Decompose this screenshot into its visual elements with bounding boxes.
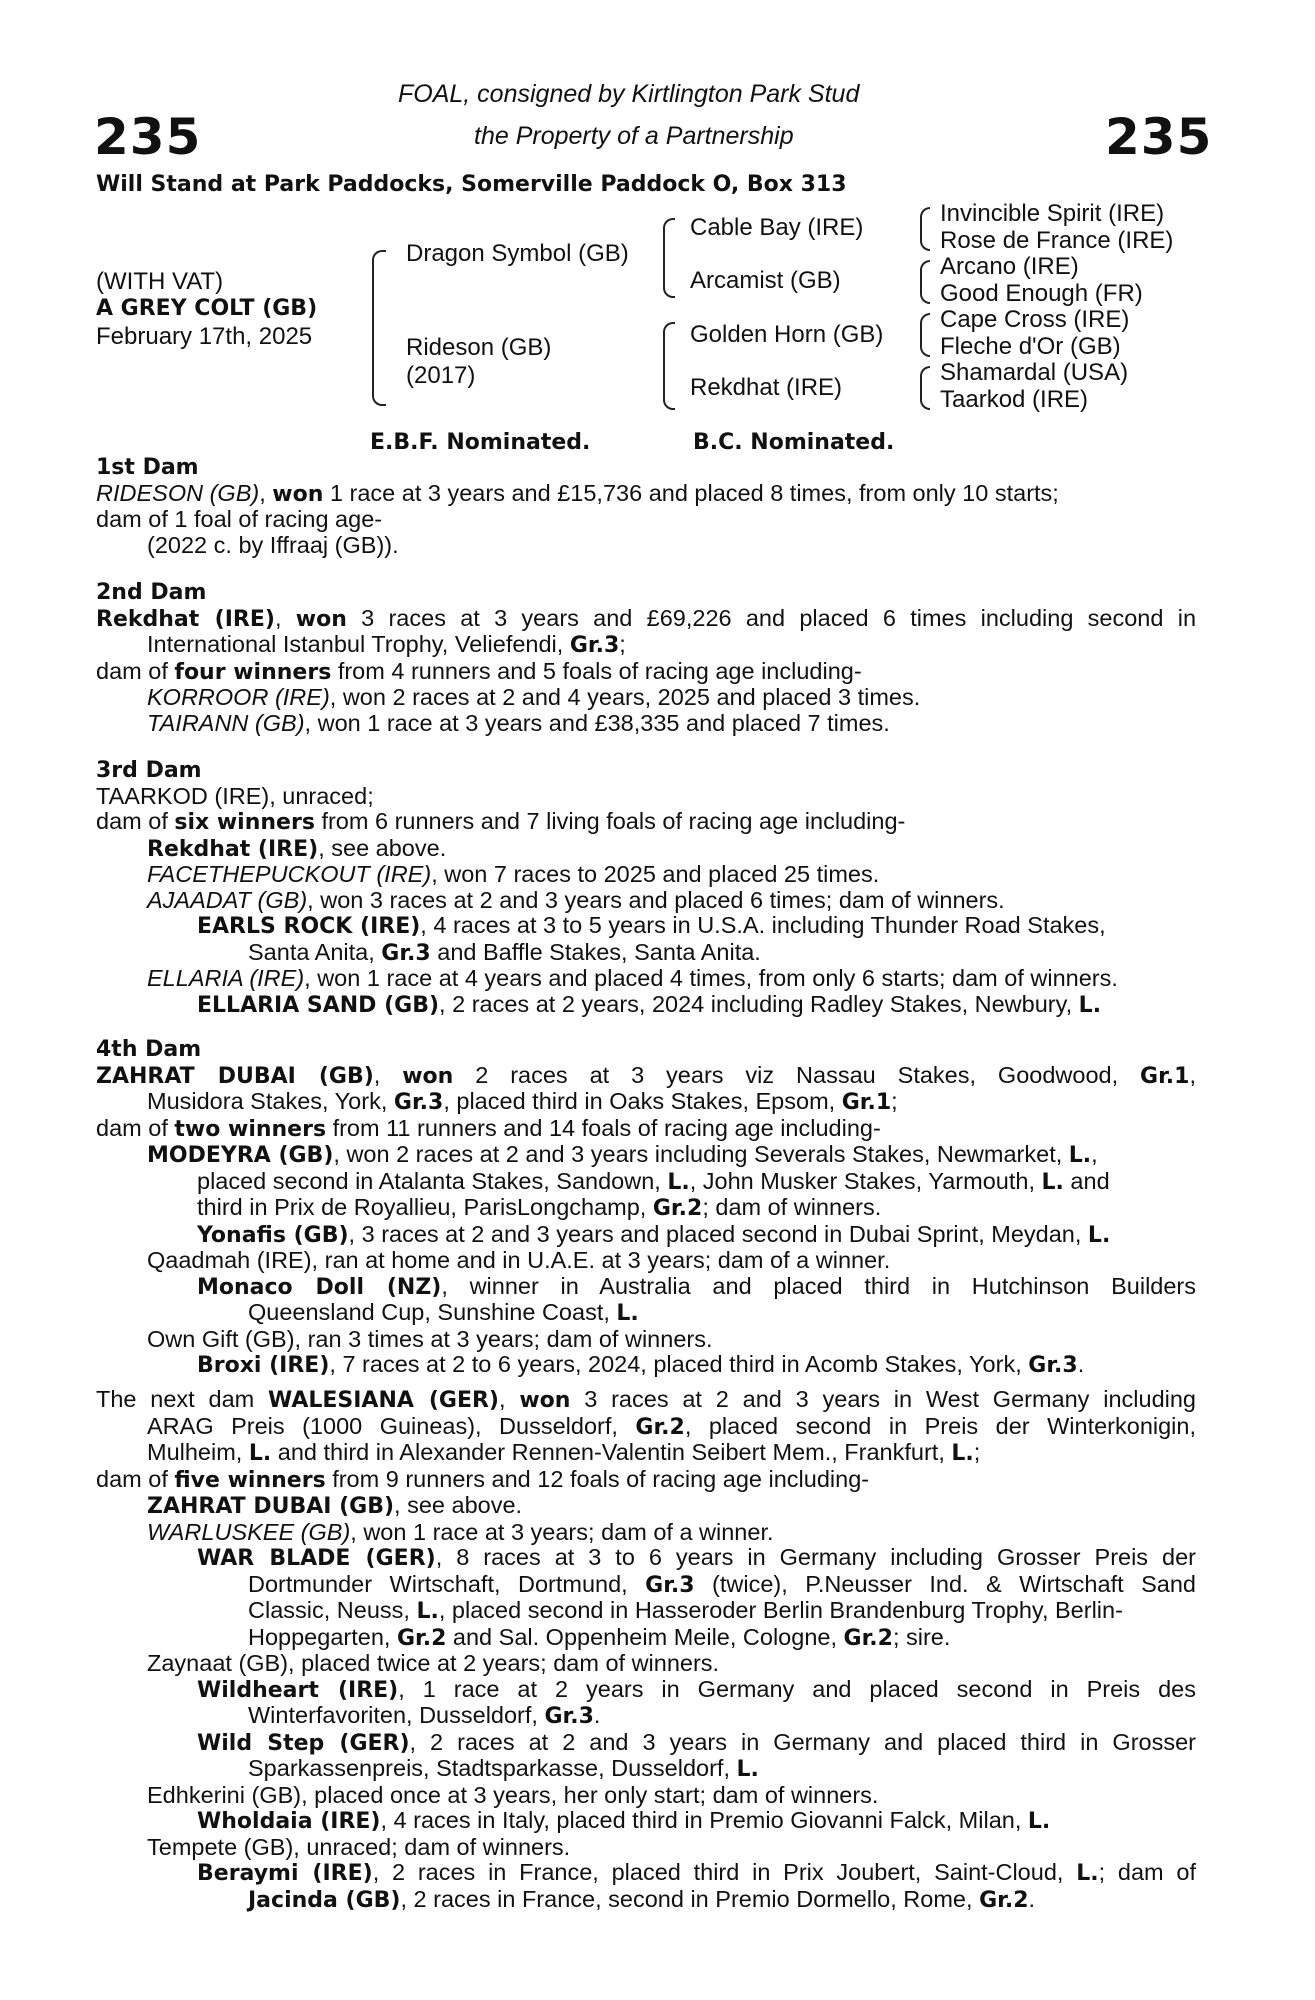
pedigree-brace-sire [663, 218, 675, 298]
next-dam-line: Zaynaat (GB), placed twice at 2 years; dam of winners. [147, 1650, 720, 1676]
next-dam-line: Sparkassenpreis, Stadtsparkasse, Dusseldorf, L. [248, 1755, 759, 1782]
gg-dam-1: Rose de France (IRE) [940, 227, 1174, 254]
pedigree-brace-dam [663, 322, 675, 410]
fourth-dam-line: dam of two winners from 11 runners and 14 foals of racing age including- [96, 1114, 881, 1142]
fourth-dam-line: Monaco Doll (NZ), winner in Australia and placed third in Hutchinson Builders [197, 1272, 1197, 1300]
next-dam-section [96, 1387, 1196, 1913]
second-dam-line: dam of four winners from 4 runners and 5 foals of racing age including- [96, 657, 862, 685]
next-dam-line: Beraymi (IRE), 2 races in France, placed third in Prix Joubert, Saint-Cloud, L.; dam of [197, 1859, 1196, 1886]
next-dam-line: Jacinda (GB), 2 races in France, second in Premio Dormello, Rome, Gr.2. [248, 1885, 1036, 1913]
property-line: the Property of a Partnership [474, 122, 794, 150]
gg-sire-3: Cape Cross (IRE) [940, 306, 1130, 333]
first-dam-line: dam of 1 foal of racing age- [96, 506, 383, 532]
fourth-dam-line: third in Prix de Royallieu, ParisLongchamp, Gr.2; dam of winners. [197, 1194, 882, 1221]
sire-name: Dragon Symbol (GB) [406, 240, 629, 267]
first-dam-section [96, 455, 1196, 558]
stand-location: Will Stand at Park Paddocks, Somerville Paddock O, Box 313 [96, 172, 847, 197]
bc-nomination: B.C. Nominated. [693, 430, 895, 455]
gg-dam-2: Good Enough (FR) [940, 280, 1143, 307]
next-dam-line: dam of five winners from 9 runners and 12 foals of racing age including- [96, 1465, 870, 1493]
lot-title: A GREY COLT (GB) [96, 296, 318, 321]
first-dam-line: RIDESON (GB), won 1 race at 3 years and £15,736 and placed 8 times, from only 10 starts; [96, 479, 1059, 507]
sire-sire-name: Cable Bay (IRE) [690, 214, 864, 241]
next-dam-line: Dortmunder Wirtschaft, Dortmund, Gr.3 (twice), P.Neusser Ind. & Wirtschaft Sand [248, 1570, 1196, 1598]
sire-dam-name: Arcamist (GB) [690, 267, 841, 294]
fourth-dam-section [96, 1037, 1196, 1379]
next-dam-line: Wholdaia (IRE), 4 races in Italy, placed third in Premio Giovanni Falck, Milan, L. [197, 1807, 1051, 1834]
second-dam-line: International Istanbul Trophy, Veliefendi, Gr.3; [147, 631, 626, 658]
next-dam-line: Wild Step (GER), 2 races at 2 and 3 years in Germany and placed third in Grosser [197, 1728, 1196, 1756]
vat-note: (WITH VAT) [96, 268, 224, 295]
third-dam-heading: 3rd Dam [96, 758, 202, 783]
gg-dam-3: Fleche d'Or (GB) [940, 333, 1121, 360]
pedigree-brace-g1 [920, 207, 930, 251]
gg-sire-2: Arcano (IRE) [940, 253, 1079, 280]
gg-dam-4: Taarkod (IRE) [940, 386, 1089, 413]
dam-sire-name: Golden Horn (GB) [690, 321, 884, 348]
first-dam-heading: 1st Dam [96, 455, 199, 480]
next-dam-line: WARLUSKEE (GB), won 1 race at 3 years; dam of a winner. [147, 1518, 774, 1545]
fourth-dam-line: Queensland Cup, Sunshine Coast, L. [248, 1299, 639, 1326]
first-dam-line: (2022 c. by Iffraaj (GB)). [147, 531, 399, 558]
next-dam-line: WAR BLADE (GER), 8 races at 3 to 6 years in Germany including Grosser Preis der [197, 1544, 1196, 1571]
next-dam-line: Winterfavoriten, Dusseldorf, Gr.3. [248, 1702, 601, 1729]
lot-number-right: 235 [1105, 108, 1213, 166]
fourth-dam-heading: 4th Dam [96, 1037, 202, 1062]
second-dam-line: KORROOR (IRE), won 2 races at 2 and 4 years, 2025 and placed 3 times. [147, 684, 921, 710]
fourth-dam-line: Yonafis (GB), 3 races at 2 and 3 years and placed second in Dubai Sprint, Meydan, L. [197, 1220, 1111, 1248]
pedigree-brace-g4 [920, 366, 930, 410]
fourth-dam-line: Qaadmah (IRE), ran at home and in U.A.E. at 3 years; dam of a winner. [147, 1247, 891, 1273]
dam-dam-name: Rekdhat (IRE) [690, 374, 843, 401]
gg-sire-1: Invincible Spirit (IRE) [940, 200, 1165, 227]
next-dam-line: ZAHRAT DUBAI (GB), see above. [147, 1492, 523, 1519]
second-dam-line: Rekdhat (IRE), won 3 races at 3 years and £69,226 and placed 6 times including second in [96, 604, 1197, 632]
next-dam-line: The next dam WALESIANA (GER), won 3 races at 2 and 3 years in West Germany including [96, 1386, 1197, 1413]
second-dam-section [96, 580, 1196, 736]
second-dam-heading: 2nd Dam [96, 580, 207, 605]
third-dam-line: EARLS ROCK (IRE), 4 races at 3 to 5 years in U.S.A. including Thunder Road Stakes, [197, 912, 1106, 939]
dam-year: (2017) [406, 362, 476, 389]
next-dam-line: Wildheart (IRE), 1 race at 2 years in Germany and placed second in Preis des [197, 1675, 1196, 1703]
next-dam-line: Hoppegarten, Gr.2 and Sal. Oppenheim Meile, Cologne, Gr.2; sire. [248, 1623, 951, 1651]
next-dam-line: Edhkerini (GB), placed once at 3 years, her only start; dam of winners. [147, 1781, 879, 1808]
dam-name: Rideson (GB) [406, 334, 552, 361]
third-dam-line: ELLARIA SAND (GB), 2 races at 2 years, 2024 including Radley Stakes, Newbury, L. [197, 990, 1102, 1018]
fourth-dam-line: Own Gift (GB), ran 3 times at 3 years; dam of winners. [147, 1325, 713, 1352]
consignor-line: FOAL, consigned by Kirtlington Park Stud [398, 80, 860, 108]
third-dam-line: Rekdhat (IRE), see above. [147, 834, 447, 862]
third-dam-line: FACETHEPUCKOUT (IRE), won 7 races to 2025 and placed 25 times. [147, 861, 880, 887]
next-dam-line: Classic, Neuss, L., placed second in Hasseroder Berlin Brandenburg Trophy, Berlin- [248, 1597, 1123, 1624]
ebf-nomination: E.B.F. Nominated. [370, 430, 591, 455]
second-dam-line: TAIRANN (GB), won 1 race at 3 years and £38,335 and placed 7 times. [147, 709, 890, 736]
third-dam-line: ELLARIA (IRE), won 1 race at 4 years and placed 4 times, from only 6 starts; dam of winners. [147, 965, 1118, 991]
pedigree-brace-g2 [920, 260, 930, 304]
fourth-dam-line: ZAHRAT DUBAI (GB), won 2 races at 3 years viz Nassau Stakes, Goodwood, Gr.1, [96, 1061, 1196, 1089]
next-dam-line: Tempete (GB), unraced; dam of winners. [147, 1833, 571, 1860]
next-dam-line: Mulheim, L. and third in Alexander Rennen-Valentin Seibert Mem., Frankfurt, L.; [147, 1439, 981, 1466]
third-dam-section [96, 758, 1196, 1018]
gg-sire-4: Shamardal (USA) [940, 359, 1129, 386]
foaling-date: February 17th, 2025 [96, 323, 313, 350]
pedigree-brace-main [372, 250, 386, 406]
fourth-dam-line: Broxi (IRE), 7 races at 2 to 6 years, 2024, placed third in Acomb Stakes, York, Gr.3. [197, 1351, 1085, 1378]
third-dam-line: AJAADAT (GB), won 3 races at 2 and 3 years and placed 6 times; dam of winners. [147, 886, 1005, 913]
fourth-dam-line: placed second in Atalanta Stakes, Sandown, L., John Musker Stakes, Yarmouth, L. and [197, 1167, 1110, 1195]
fourth-dam-line: Musidora Stakes, York, Gr.3, placed third in Oaks Stakes, Epsom, Gr.1; [147, 1088, 898, 1115]
lot-number-left: 235 [94, 108, 202, 166]
third-dam-line: TAARKOD (IRE), unraced; [96, 782, 374, 809]
fourth-dam-line: MODEYRA (GB), won 2 races at 2 and 3 years including Severals Stakes, Newmarket, L., [147, 1141, 1098, 1168]
pedigree-brace-g3 [920, 313, 930, 357]
third-dam-line: dam of six winners from 6 runners and 7 living foals of racing age including- [96, 808, 906, 835]
third-dam-line: Santa Anita, Gr.3 and Baffle Stakes, Santa Anita. [248, 938, 761, 966]
next-dam-line: ARAG Preis (1000 Guineas), Dusseldorf, Gr.2, placed second in Preis der Winterkonigin, [147, 1412, 1196, 1440]
